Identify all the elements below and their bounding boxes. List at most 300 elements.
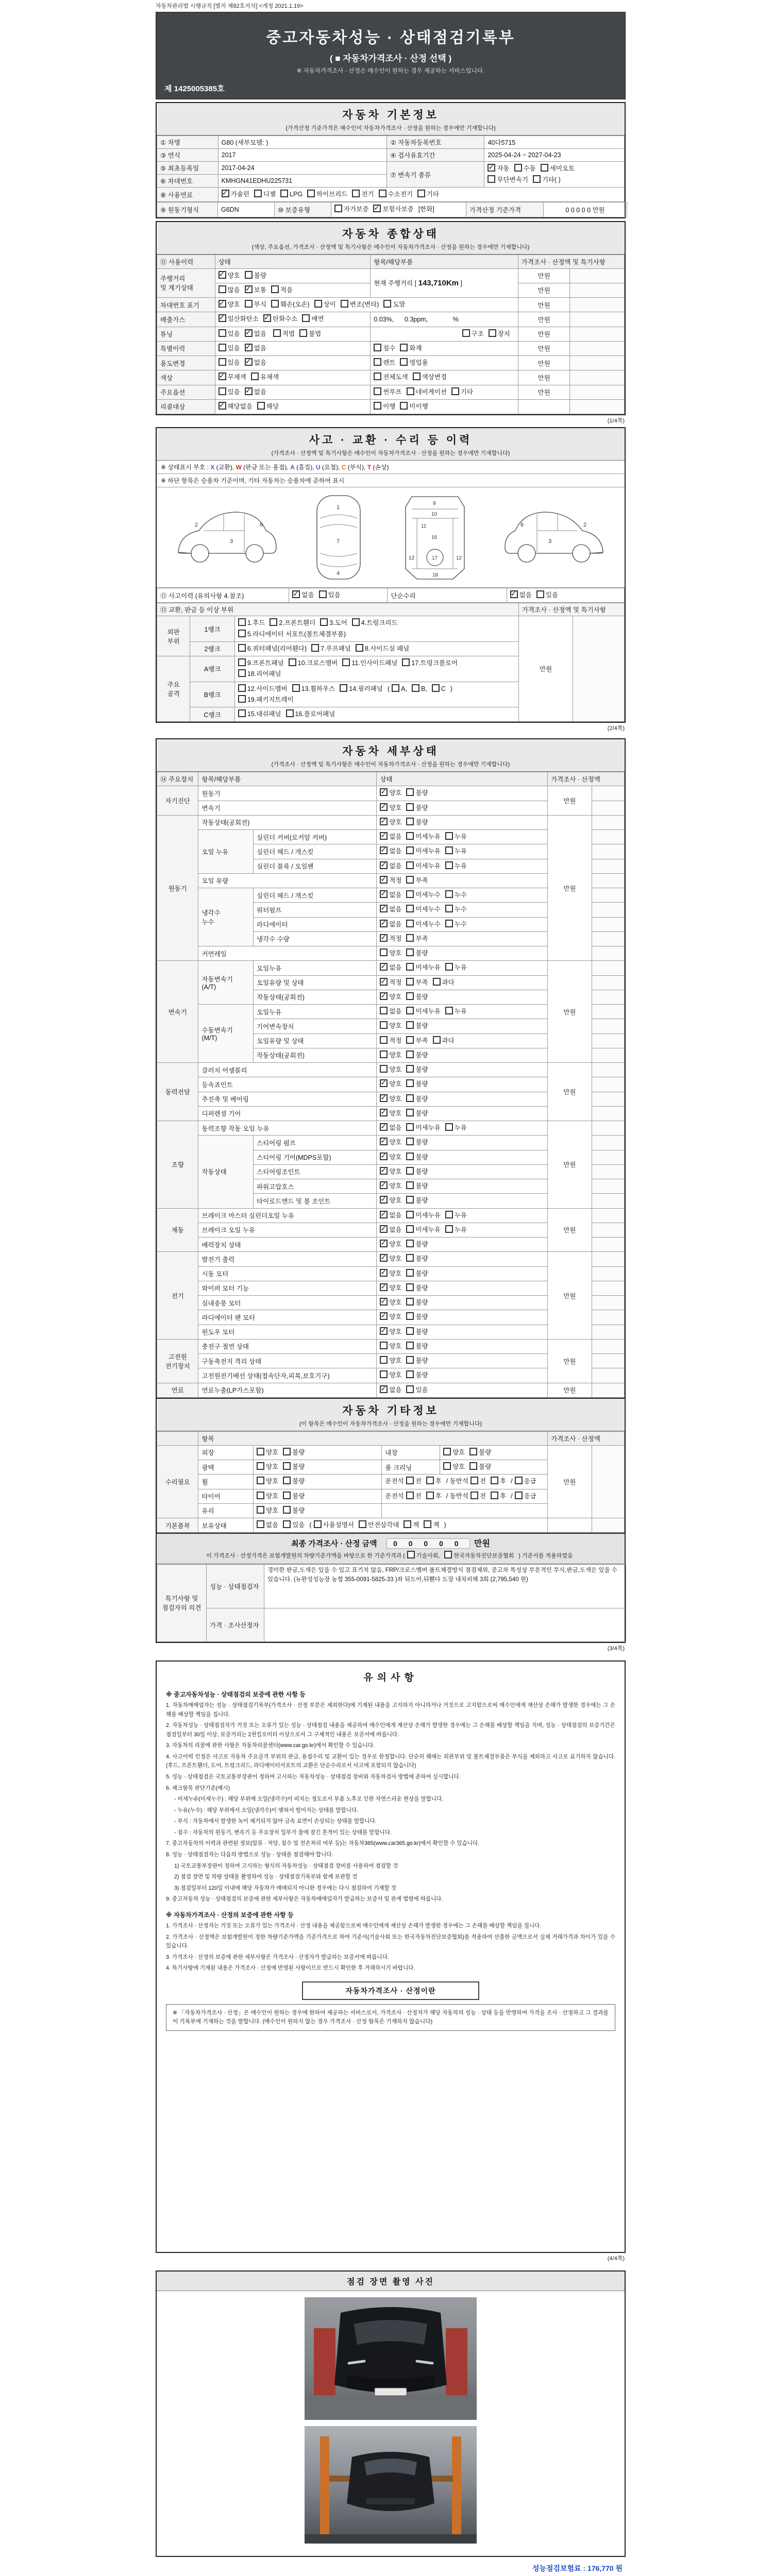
checkbox[interactable] [406,1312,414,1320]
checkbox-item[interactable]: ✓ 가솔린 [222,189,249,200]
checkbox-item[interactable]: 응급 [515,1491,536,1502]
checkbox-item[interactable]: 있음 [219,358,240,368]
checkbox[interactable] [238,658,246,666]
checkbox[interactable] [406,948,414,956]
checkbox[interactable] [245,387,253,395]
checkbox-item[interactable]: 양호 [443,1447,465,1458]
checkbox-item[interactable]: ✓자동 [488,163,509,174]
checkbox[interactable] [400,344,408,351]
checkbox[interactable] [283,1492,291,1499]
checkbox-item[interactable]: 불량 [406,1327,428,1337]
checkbox-item[interactable]: 불량 [406,1064,428,1075]
checkbox-item[interactable]: 매연 [302,314,324,325]
checkbox[interactable] [412,684,419,692]
checkbox[interactable] [219,314,226,322]
checkbox[interactable] [257,1462,264,1470]
checkbox-item[interactable]: 후 [426,1491,442,1502]
checkbox-item[interactable]: 후 [426,1476,442,1487]
checkbox-item[interactable]: 누수 [445,890,467,901]
checkbox[interactable] [445,905,453,912]
checkbox[interactable] [380,1342,388,1349]
checkbox-item[interactable]: B, [412,684,427,694]
checkbox[interactable] [541,164,548,172]
checkbox-item[interactable]: 잭 [424,1520,439,1531]
checkbox[interactable] [380,963,388,971]
checkbox[interactable] [383,300,391,308]
checkbox[interactable] [443,1462,451,1470]
checkbox-item[interactable]: 16.플로어패널 [286,709,335,720]
checkbox[interactable] [406,1196,414,1204]
checkbox-item[interactable]: 불량 [406,1079,428,1090]
checkbox-item[interactable]: 사용설명서 [314,1520,354,1531]
checkbox-item[interactable]: 부족 [406,875,428,886]
checkbox[interactable] [273,329,281,337]
checkbox[interactable] [514,164,522,172]
checkbox[interactable] [283,1520,291,1528]
checkbox-item[interactable]: 수소전기 [379,189,413,200]
checkbox-item[interactable]: ✓ 양호 [380,817,401,828]
checkbox-item[interactable]: 양호 [257,1505,278,1516]
checkbox-item[interactable]: 12.사이드멤버 [238,684,288,694]
checkbox-item[interactable]: 불량 [406,1239,428,1250]
checkbox-item[interactable]: 불량 [469,1447,491,1458]
checkbox-item[interactable]: 있음 [283,1520,305,1531]
checkbox-item[interactable]: 양호 [380,1341,401,1352]
checkbox-item[interactable]: 누유 [445,861,467,872]
checkbox[interactable] [373,205,381,212]
checkbox-item[interactable]: 불량 [283,1491,305,1502]
checkbox[interactable] [380,1181,388,1189]
checkbox[interactable] [219,344,226,351]
checkbox[interactable] [406,992,414,1000]
checkbox-item[interactable]: ✓ 없음 [380,1225,401,1235]
checkbox[interactable] [536,590,544,598]
checkbox-item[interactable]: ✓ 적정 [380,875,401,886]
checkbox[interactable] [406,832,414,840]
checkbox-item[interactable]: 색상변경 [413,372,447,383]
checkbox[interactable] [380,1385,388,1393]
checkbox[interactable] [245,300,253,308]
checkbox[interactable] [289,658,296,666]
checkbox[interactable] [470,1492,478,1499]
checkbox-item[interactable]: 불량 [406,788,428,799]
checkbox[interactable] [406,861,414,869]
checkbox-item[interactable]: 불량 [406,1283,428,1294]
checkbox-item[interactable]: 부식 [245,299,266,310]
checkbox-item[interactable]: 10.크로스멤버 [289,658,338,669]
checkbox[interactable] [341,300,348,308]
checkbox-item[interactable]: 세미오토 [541,163,575,174]
checkbox-item[interactable]: 불법 [299,329,321,340]
checkbox-item[interactable]: 19.패키지트레이 [238,694,294,705]
checkbox-item[interactable]: 누유 [445,962,467,973]
checkbox[interactable] [380,1298,388,1306]
checkbox[interactable] [406,1492,414,1499]
checkbox[interactable] [407,1551,415,1558]
checkbox[interactable] [257,402,265,410]
checkbox-item[interactable]: 썬루프 [374,387,401,398]
checkbox[interactable] [380,788,388,796]
checkbox-item[interactable]: 네비게이션 [407,387,447,398]
checkbox[interactable] [406,1153,414,1160]
checkbox[interactable] [406,1370,414,1378]
checkbox-item[interactable]: 이행 [374,401,395,412]
checkbox[interactable] [257,1520,264,1528]
checkbox[interactable] [406,1079,414,1087]
checkbox[interactable] [380,861,388,869]
checkbox-item[interactable]: ✓ 양호 [380,1108,401,1119]
checkbox[interactable] [374,344,381,351]
checkbox[interactable] [510,590,518,598]
checkbox[interactable] [400,402,408,410]
checkbox[interactable] [445,1211,453,1218]
checkbox-item[interactable]: 전 [470,1491,486,1502]
checkbox-item[interactable]: 불량 [406,1268,428,1279]
checkbox-item[interactable]: ✓ 양호 [380,1094,401,1105]
checkbox-item[interactable]: 양호 [257,1476,278,1487]
checkbox[interactable] [417,190,425,197]
checkbox[interactable] [406,1342,414,1349]
checkbox[interactable] [314,300,322,308]
checkbox[interactable] [320,618,328,626]
checkbox-item[interactable]: 8.사이드실 패널 [356,643,409,654]
checkbox[interactable] [380,1007,388,1014]
checkbox-item[interactable]: 2.프론트휀더 [270,618,315,629]
checkbox[interactable] [222,190,229,197]
checkbox[interactable] [404,1520,411,1528]
checkbox[interactable] [238,644,246,652]
checkbox[interactable] [307,190,315,197]
checkbox[interactable] [380,905,388,912]
checkbox[interactable] [426,1477,434,1484]
checkbox[interactable] [245,285,253,293]
checkbox[interactable] [445,846,453,854]
checkbox[interactable] [433,978,441,986]
checkbox[interactable] [380,890,388,898]
checkbox-item[interactable]: 양호 [380,1064,401,1075]
checkbox[interactable] [380,1065,388,1073]
checkbox[interactable] [380,1356,388,1364]
checkbox[interactable] [380,1094,388,1102]
checkbox-item[interactable]: 불량 [406,1370,428,1381]
checkbox-item[interactable]: 불량 [283,1447,305,1458]
checkbox-item[interactable]: 누유 [445,1210,467,1221]
checkbox-item[interactable]: 전체도색 [374,372,408,383]
checkbox[interactable] [445,963,453,971]
checkbox-item[interactable]: 불량 [406,1341,428,1352]
checkbox-item[interactable]: 불량 [406,1021,428,1031]
checkbox-item[interactable]: ✓양호 [219,270,240,281]
checkbox[interactable] [402,658,410,666]
checkbox-item[interactable]: 불량 [406,992,428,1003]
checkbox[interactable] [380,1109,388,1116]
checkbox[interactable] [283,1448,291,1455]
checkbox[interactable] [374,358,381,366]
checkbox[interactable] [271,300,279,308]
checkbox-item[interactable]: 양호 [257,1491,278,1502]
checkbox-item[interactable]: A, [392,684,407,694]
checkbox[interactable] [380,832,388,840]
checkbox-item[interactable]: 해당 [257,401,279,412]
checkbox-item[interactable]: ✓ 없음 [380,1210,401,1221]
checkbox[interactable] [380,1254,388,1262]
checkbox[interactable] [245,344,253,351]
checkbox-item[interactable]: 양호 [380,1355,401,1366]
checkbox-item[interactable]: 기타 [451,387,473,398]
checkbox-item[interactable]: 미세누수 [406,890,440,901]
checkbox-item[interactable]: 기술사회, [407,1551,440,1561]
checkbox[interactable] [283,1462,291,1470]
checkbox[interactable] [406,1094,414,1102]
checkbox-item[interactable]: ✓ 없음 [380,904,401,915]
checkbox[interactable] [489,329,496,337]
checkbox-item[interactable]: ✓ 양호 [380,1137,401,1148]
checkbox[interactable] [491,1477,498,1484]
checkbox[interactable] [380,1036,388,1044]
checkbox-item[interactable]: ✓ 양호 [380,1181,401,1192]
checkbox[interactable] [444,1551,452,1558]
checkbox[interactable] [356,644,363,652]
checkbox-item[interactable]: 후 [491,1491,506,1502]
checkbox-item[interactable]: ✓ 양호 [380,788,401,799]
checkbox[interactable] [380,1240,388,1247]
checkbox[interactable] [380,948,388,956]
checkbox[interactable] [299,329,307,337]
checkbox[interactable] [406,978,414,986]
checkbox[interactable] [406,1298,414,1306]
checkbox-item[interactable]: 양호 [443,1462,465,1472]
checkbox[interactable] [406,1225,414,1233]
checkbox-item[interactable]: 18.리어패널 [238,669,281,680]
checkbox-item[interactable]: ✓ 양호 [380,1152,401,1163]
checkbox-item[interactable]: 불량 [406,1094,428,1105]
checkbox-item[interactable]: 많음 [219,285,240,296]
checkbox[interactable] [406,1477,414,1484]
checkbox-item[interactable]: 상이 [314,299,336,310]
checkbox[interactable] [433,1036,441,1044]
checkbox-item[interactable]: ✓ 양호 [380,1283,401,1294]
checkbox[interactable] [257,1477,264,1484]
checkbox[interactable] [219,285,226,293]
checkbox-item[interactable]: 화재 [400,343,422,354]
checkbox[interactable] [445,832,453,840]
checkbox-item[interactable]: 전 [406,1491,422,1502]
checkbox[interactable] [406,1109,414,1116]
checkbox[interactable] [374,372,381,380]
checkbox-item[interactable]: 양호 [380,1370,401,1381]
checkbox-item[interactable]: 유채색 [251,372,279,383]
checkbox-item[interactable]: 양호 [257,1447,278,1458]
checkbox[interactable] [286,709,294,717]
checkbox[interactable] [380,876,388,884]
checkbox[interactable] [406,890,414,898]
checkbox-item[interactable]: 불량 [406,1253,428,1264]
checkbox[interactable] [469,1462,477,1470]
checkbox-item[interactable]: 양호 [380,1050,401,1061]
checkbox-item[interactable]: 누유 [445,1225,467,1235]
checkbox-item[interactable]: ✓ 없음 [292,590,314,601]
checkbox[interactable] [379,190,386,197]
checkbox-item[interactable]: 6.쿼터패널(리어휀다) [238,643,307,654]
checkbox[interactable] [374,402,381,410]
checkbox[interactable] [380,1196,388,1204]
checkbox-item[interactable]: 부족 [406,934,428,944]
checkbox-item[interactable]: ✓ 양호 [380,1079,401,1090]
checkbox-item[interactable]: 불량 [406,1137,428,1148]
checkbox[interactable] [352,618,360,626]
checkbox[interactable] [238,618,246,626]
checkbox-item[interactable]: ✓ 양호 [380,1253,401,1264]
checkbox[interactable] [251,372,259,380]
checkbox[interactable] [406,1036,414,1044]
checkbox[interactable] [238,695,246,703]
checkbox[interactable] [380,1167,388,1175]
checkbox-item[interactable]: 훼손(오손) [271,299,310,310]
checkbox[interactable] [238,709,246,717]
checkbox[interactable] [380,978,388,986]
checkbox[interactable] [445,861,453,869]
checkbox-item[interactable]: 미세누수 [406,919,440,930]
checkbox[interactable] [406,905,414,912]
checkbox-item[interactable]: 15.대쉬패널 [238,709,281,720]
checkbox[interactable] [406,1167,414,1175]
checkbox-item[interactable]: 영업용 [400,358,428,368]
checkbox-item[interactable]: 있음 [406,1385,428,1396]
checkbox-item[interactable]: 불량 [406,1152,428,1163]
checkbox[interactable] [380,1050,388,1058]
checkbox-item[interactable]: ✓ 없음 [380,962,401,973]
checkbox[interactable] [380,846,388,854]
checkbox[interactable] [359,1520,366,1528]
checkbox-item[interactable]: 부족 [406,1036,428,1046]
checkbox-item[interactable]: 기타 [417,189,439,200]
checkbox-item[interactable]: C [432,684,446,694]
checkbox-item[interactable]: ✓ 없음 [380,1123,401,1133]
checkbox-item[interactable]: 누유 [445,846,467,857]
checkbox[interactable] [413,372,421,380]
checkbox[interactable] [257,1448,264,1455]
checkbox[interactable] [380,934,388,942]
checkbox[interactable] [219,329,226,337]
checkbox-item[interactable]: ✓ 없음 [380,846,401,857]
checkbox[interactable] [406,846,414,854]
checkbox[interactable] [271,285,279,293]
checkbox[interactable] [380,1079,388,1087]
checkbox-item[interactable]: 양호 [380,1021,401,1031]
checkbox-item[interactable]: 불량 [406,1312,428,1323]
checkbox-item[interactable]: 9.프론트패널 [238,658,284,669]
checkbox-item[interactable]: 7.루프패널 [311,643,351,654]
checkbox-item[interactable]: ✓ 적정 [380,977,401,988]
checkbox-item[interactable]: ✓ 적정 [380,934,401,944]
checkbox[interactable] [406,1327,414,1335]
checkbox[interactable] [406,1269,414,1277]
checkbox-item[interactable]: 하이브리드 [307,189,347,200]
checkbox[interactable] [311,644,319,652]
checkbox-item[interactable]: 후 [491,1476,506,1487]
checkbox-item[interactable]: ✓ 양호 [380,1268,401,1279]
checkbox-item[interactable]: ✓ 없음 [510,590,532,601]
checkbox-item[interactable]: LPG [280,189,303,200]
checkbox-item[interactable]: 과다 [433,977,455,988]
checkbox-item[interactable]: 17.트렁크플로어 [402,658,458,669]
checkbox[interactable] [470,1477,478,1484]
checkbox-item[interactable]: 불량 [406,948,428,959]
checkbox-item[interactable]: 미이행 [400,401,428,412]
checkbox-item[interactable]: 불량 [283,1505,305,1516]
checkbox-item[interactable]: 전 [470,1476,486,1487]
checkbox-item[interactable]: 누유 [445,1006,467,1017]
checkbox-item[interactable]: 미세누수 [406,904,440,915]
checkbox[interactable] [445,920,453,927]
checkbox[interactable] [426,1492,434,1499]
checkbox-item[interactable]: ✓ 없음 [245,329,266,340]
checkbox-item[interactable]: 없음 [380,1006,401,1017]
checkbox-item[interactable]: ✓ 양호 [380,1195,401,1206]
checkbox-item[interactable]: 한국자동차진단보증협회 [444,1551,514,1561]
checkbox-item[interactable]: ✓ 보험사보증 [373,204,413,215]
checkbox[interactable] [238,684,246,692]
checkbox-item[interactable]: 미세누유 [406,1123,440,1133]
checkbox[interactable] [406,876,414,884]
checkbox[interactable] [380,1269,388,1277]
checkbox-item[interactable]: 미세누유 [406,1210,440,1221]
checkbox-item[interactable]: 불량 [406,1297,428,1308]
checkbox[interactable] [406,1385,414,1393]
checkbox[interactable] [380,1312,388,1320]
checkbox[interactable] [406,803,414,811]
checkbox-item[interactable]: ✓ 양호 [380,803,401,814]
checkbox-item[interactable]: 침수 [374,343,395,354]
checkbox-item[interactable]: 불량 [406,803,428,814]
checkbox[interactable] [245,358,253,366]
checkbox[interactable] [302,314,310,322]
checkbox-item[interactable]: ✓ 없음 [380,832,401,842]
checkbox[interactable] [219,387,226,395]
checkbox-item[interactable]: 있음 [319,590,341,601]
checkbox[interactable] [245,329,253,337]
checkbox[interactable] [374,387,381,395]
checkbox[interactable] [238,669,246,677]
checkbox-item[interactable]: ✓ 없음 [380,1385,401,1396]
checkbox-item[interactable]: 있음 [219,329,240,340]
checkbox-item[interactable]: 불량 [406,1181,428,1192]
checkbox-item[interactable]: 13.휠하우스 [292,684,335,694]
checkbox[interactable] [380,1123,388,1131]
checkbox-item[interactable]: 있음 [219,343,240,354]
checkbox-item[interactable]: 미세누유 [406,846,440,857]
checkbox[interactable] [380,818,388,825]
checkbox[interactable] [491,1492,498,1499]
checkbox-item[interactable]: ✓ 일산화탄소 [219,314,259,325]
checkbox[interactable] [406,1356,414,1364]
checkbox[interactable] [533,175,541,183]
checkbox[interactable] [380,1153,388,1160]
checkbox[interactable] [432,684,440,692]
checkbox[interactable] [219,271,226,279]
checkbox[interactable] [380,1283,388,1291]
checkbox[interactable] [380,920,388,927]
checkbox-item[interactable]: 있음 [536,590,558,601]
checkbox-item[interactable]: 불량 [283,1462,305,1472]
checkbox[interactable] [406,1240,414,1247]
checkbox-item[interactable]: 미세누유 [406,1225,440,1235]
checkbox-item[interactable]: 수동 [514,163,536,174]
checkbox-item[interactable]: 미세누유 [406,861,440,872]
checkbox[interactable] [380,1138,388,1145]
checkbox-item[interactable]: 전기 [352,189,374,200]
checkbox-item[interactable]: 응급 [515,1476,536,1487]
